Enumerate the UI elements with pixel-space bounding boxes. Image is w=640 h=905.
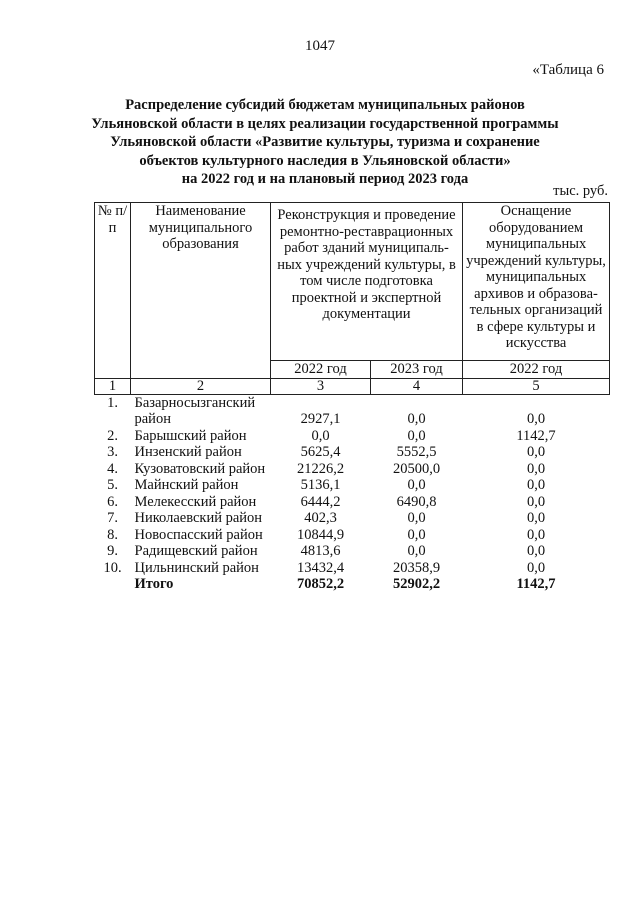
value-equip-2022: 0,0: [526, 543, 546, 559]
table-row: [95, 428, 610, 445]
title-line: на 2022 год и на плановый период 2023 года: [181, 171, 469, 187]
value-2022: 2927,1: [300, 411, 341, 427]
row-name: Новоспасский район: [134, 526, 263, 543]
col-number: 3: [271, 378, 371, 394]
table-reference: «Таблица 6: [532, 62, 604, 78]
value-2022: 13432,4: [296, 559, 345, 576]
value-2023: 0,0: [407, 543, 426, 559]
value-2022: 21226,2: [296, 460, 345, 477]
row-number: 10.: [103, 559, 122, 576]
table-row: [95, 394, 610, 428]
value-2022: 5136,1: [300, 477, 341, 493]
row-name: Барышский район: [134, 427, 247, 444]
value-2022: 402,3: [304, 510, 337, 526]
value-equip-2022: 0,0: [526, 477, 546, 493]
col-number: 1: [95, 378, 131, 394]
value-equip-2022: 0,0: [526, 444, 546, 460]
units-label: тыс. руб.: [553, 183, 608, 199]
subsidies-table: [94, 202, 610, 593]
value-equip-2022: 0,0: [526, 460, 546, 477]
table-row: [95, 510, 610, 527]
header-name: Наименование муниципального образования: [131, 203, 271, 379]
header-equipment: Оснащение оборудованием муниципальных учреждений культуры, муниципальных архивов и образова-тельных организаций в сфере культуры и искусства: [463, 203, 610, 361]
value-2023: 0,0: [407, 526, 426, 543]
value-2023: 5552,5: [396, 444, 437, 460]
col-number: 5: [463, 378, 610, 394]
value-equip-2022: 0,0: [526, 493, 546, 510]
value-2022: 4813,6: [300, 543, 341, 559]
title-line: объектов культурного наследия в Ульяновской области»: [139, 152, 511, 169]
row-number: 3.: [107, 444, 118, 460]
page-number: 1047: [305, 38, 335, 54]
value-2022: 6444,2: [300, 493, 341, 510]
row-number: 5.: [107, 477, 118, 493]
header-num: № п/п: [95, 203, 131, 379]
title-line: Ульяновской области в целях реализации государственной программы: [91, 115, 559, 132]
row-name: Николаевский район: [134, 510, 263, 526]
table-row: [95, 444, 610, 461]
title-line: Ульяновской области «Развитие культуры, туризма и сохранение: [110, 134, 540, 150]
row-number: 1.: [107, 394, 118, 411]
value-2023: 0,0: [407, 510, 426, 526]
header-year-2023: 2023 год: [371, 361, 463, 379]
table-row: [95, 560, 610, 577]
row-name: Майнский район: [134, 477, 239, 493]
total-equip-2022: 1142,7: [516, 576, 556, 592]
row-number: 2.: [107, 427, 118, 444]
value-equip-2022: 1142,7: [516, 427, 556, 444]
row-number: 7.: [107, 510, 118, 526]
total-2023: 52902,2: [392, 576, 441, 592]
value-2023: 0,0: [407, 477, 426, 493]
total-label: Итого: [134, 576, 174, 592]
row-name: Кузоватовский район: [134, 460, 266, 477]
value-2023: 20358,9: [392, 559, 441, 576]
value-2023: 0,0: [407, 427, 426, 444]
header-reconstruction: Реконструкция и проведение ремонтно-реставрационных работ зданий муниципаль-ных учреждений культуры, в том числе подготовка проектной и экспертной документации: [271, 203, 463, 361]
table-row: [95, 461, 610, 478]
value-equip-2022: 0,0: [526, 559, 546, 576]
title-line: Распределение субсидий бюджетам муниципальных районов: [125, 97, 525, 113]
value-2023: 20500,0: [392, 460, 441, 477]
header-year-2022: 2022 год: [271, 361, 371, 379]
table-row: [95, 543, 610, 560]
row-name: Базарносызганский район: [134, 394, 256, 427]
col-number: 4: [371, 378, 463, 394]
row-number: 6.: [107, 493, 118, 510]
value-2022: 10844,9: [296, 526, 345, 543]
value-2022: 0,0: [311, 427, 330, 444]
value-equip-2022: 0,0: [526, 510, 546, 526]
value-equip-2022: 0,0: [526, 411, 546, 427]
document-title: [60, 96, 590, 189]
value-2023: 6490,8: [396, 493, 437, 510]
table-row: [95, 494, 610, 511]
value-equip-2022: 0,0: [526, 526, 546, 543]
value-2023: 0,0: [407, 411, 426, 427]
total-row: [95, 576, 610, 593]
row-number: 9.: [107, 543, 118, 559]
table-row: [95, 477, 610, 494]
header-equip-year-2022: 2022 год: [463, 361, 610, 379]
row-name: Инзенский район: [134, 444, 242, 460]
row-number: 4.: [107, 460, 118, 477]
row-name: Цильнинский район: [134, 559, 259, 576]
table-row: [95, 527, 610, 544]
row-name: Мелекесский район: [134, 493, 257, 510]
row-name: Радищевский район: [134, 543, 258, 559]
row-number: 8.: [107, 526, 118, 543]
col-number: 2: [131, 378, 271, 394]
value-2022: 5625,4: [300, 444, 341, 460]
total-2022: 70852,2: [296, 576, 345, 592]
